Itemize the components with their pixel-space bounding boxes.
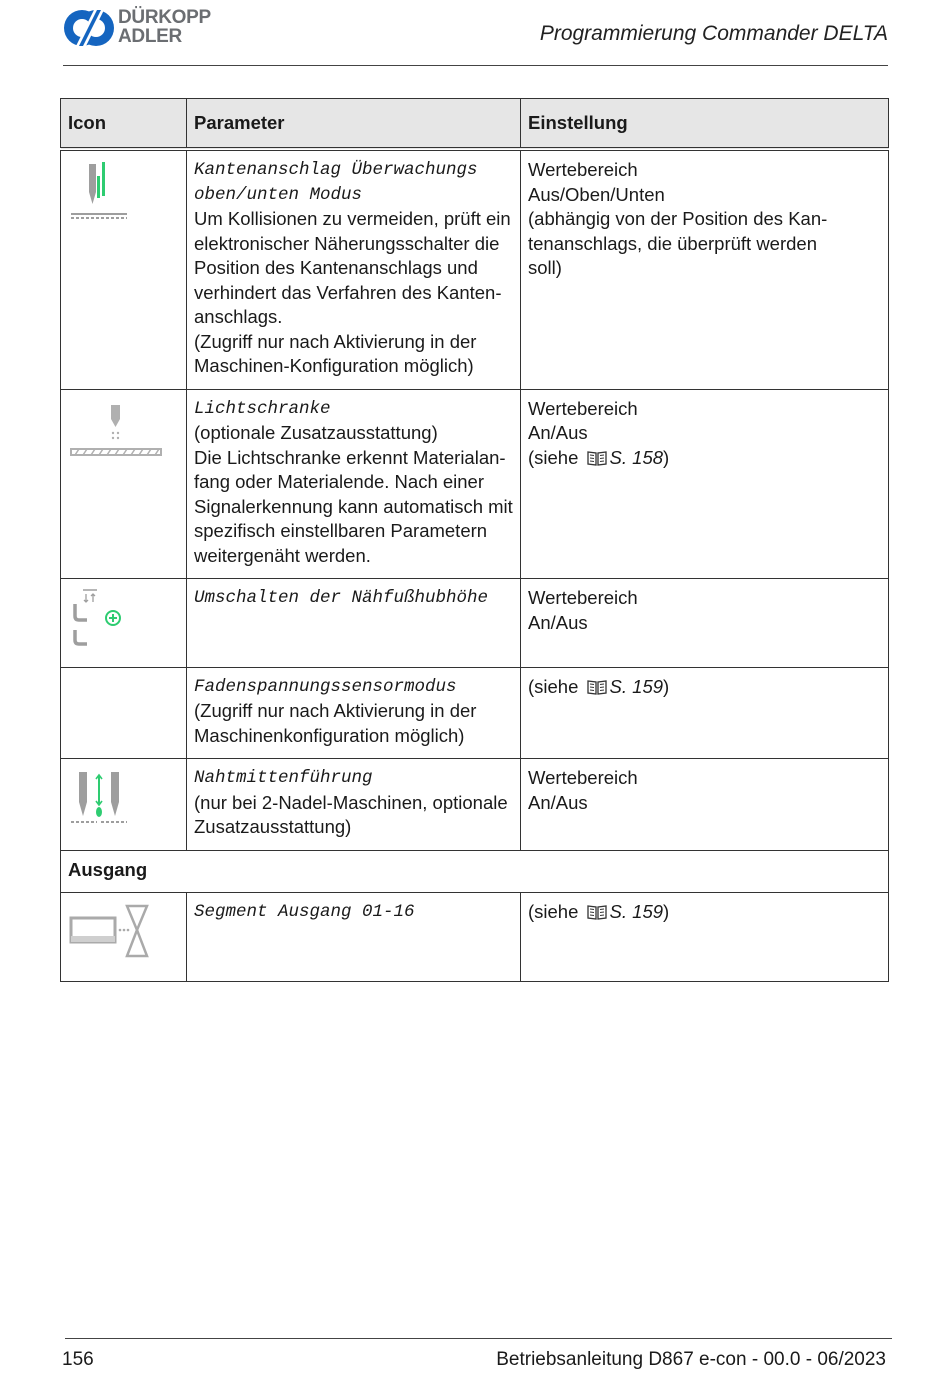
setting-line: An/Aus xyxy=(528,611,588,633)
brand-line-2: ADLER xyxy=(118,26,182,47)
description-line: Maschinen-Konfiguration möglich) xyxy=(194,355,474,376)
footer-divider xyxy=(65,1338,892,1339)
parameter-cell xyxy=(187,893,521,982)
setting-line: An/Aus xyxy=(528,422,588,443)
book-icon xyxy=(587,904,607,920)
parameter-name-line: Umschalten der Nähfußhubhöhe xyxy=(194,588,489,608)
parameter-table xyxy=(60,98,889,982)
table-row xyxy=(61,759,889,851)
setting-line: tenanschlags, die überprüft werden xyxy=(528,232,817,254)
description-line: Maschinenkonfiguration möglich) xyxy=(194,724,465,746)
setting-cell xyxy=(521,389,889,579)
page-reference-suffix: ) xyxy=(663,675,670,697)
page-reference-prefix: (siehe xyxy=(528,901,579,922)
description-line: elektronischer Näherungsschalter die xyxy=(194,232,500,254)
setting-cell xyxy=(521,893,889,982)
section-label: Ausgang xyxy=(61,850,889,893)
setting-line: An/Aus xyxy=(528,791,588,813)
description-line: Die Lichtschranke erkennt Materialan- xyxy=(194,446,506,468)
page-reference-number: S. 159 xyxy=(609,675,664,697)
column-header-setting: Einstellung xyxy=(521,99,889,150)
section-row xyxy=(61,850,889,893)
setting-line: Aus/Oben/Unten xyxy=(528,183,665,205)
setting-line: Wertebereich xyxy=(528,767,638,788)
page-header-title: Programmierung Commander DELTA xyxy=(539,22,888,45)
parameter-cell xyxy=(187,389,521,579)
table-row xyxy=(61,667,889,759)
parameter-cell xyxy=(187,759,521,851)
column-header-parameter: Parameter xyxy=(187,99,521,150)
parameter-name-line: Segment Ausgang 01-16 xyxy=(194,902,415,922)
description-line: (optionale Zusatzausstattung) xyxy=(194,422,438,443)
parameter-cell xyxy=(187,579,521,668)
icon-cell xyxy=(61,149,187,389)
icon-cell xyxy=(61,893,187,982)
brand-line-1: DÜRKOPP xyxy=(118,7,211,28)
description-line: (nur bei 2-Nadel-Maschinen, optionale xyxy=(194,791,508,813)
page-reference[interactable] xyxy=(528,446,881,471)
table-row xyxy=(61,149,889,389)
setting-cell xyxy=(521,149,889,389)
parameter-name-line: Kantenanschlag Überwachungs xyxy=(194,160,478,180)
description-line: fang oder Materialende. Nach einer xyxy=(194,471,485,492)
icon-cell xyxy=(61,667,187,759)
header-divider xyxy=(63,65,888,66)
book-icon xyxy=(587,450,607,466)
column-header-icon: Icon xyxy=(61,99,187,150)
setting-cell xyxy=(521,759,889,851)
table-header-row xyxy=(61,99,889,150)
table-row xyxy=(61,579,889,668)
icon-cell xyxy=(61,389,187,579)
parameter-name-line: oben/unten Modus xyxy=(194,184,363,205)
page-reference-number: S. 158 xyxy=(609,446,664,468)
icon-cell xyxy=(61,579,187,668)
parameter-name-line: Nahtmittenführung xyxy=(194,768,373,788)
brand-logo xyxy=(62,8,232,50)
page-reference-number: S. 159 xyxy=(609,901,664,922)
description-line: (Zugriff nur nach Aktivierung in der xyxy=(194,700,477,721)
description-line: verhindert das Verfahren des Kanten- xyxy=(194,281,502,303)
description-line: anschlags. xyxy=(194,306,283,327)
page-reference[interactable] xyxy=(528,900,881,925)
icon-cell xyxy=(61,759,187,851)
document-reference: Betriebsanleitung D867 e-con - 00.0 - 06/2023 xyxy=(496,1349,886,1370)
output-segment-icon xyxy=(69,900,153,964)
description-line: (Zugriff nur nach Aktivierung in der xyxy=(194,330,477,352)
edge-stop-monitoring-icon xyxy=(69,158,133,222)
setting-cell xyxy=(521,667,889,759)
page-reference-suffix: ) xyxy=(663,446,670,468)
setting-line: soll) xyxy=(528,257,562,278)
setting-line: (abhängig von der Position des Kan- xyxy=(528,208,828,229)
description-line: Zusatzausstattung) xyxy=(194,816,352,837)
page-reference-suffix: ) xyxy=(663,901,670,922)
brand-name xyxy=(118,8,211,46)
presser-foot-stroke-toggle-icon xyxy=(69,586,129,650)
light-barrier-icon xyxy=(69,397,165,461)
parameter-cell xyxy=(187,149,521,389)
description-line: Position des Kantenanschlags und xyxy=(194,257,478,278)
description-line: weitergenäht werden. xyxy=(194,544,371,566)
page-number: 156 xyxy=(62,1349,94,1370)
seam-center-guide-icon xyxy=(69,766,133,830)
table-row xyxy=(61,893,889,982)
book-icon xyxy=(587,679,607,695)
parameter-cell xyxy=(187,667,521,759)
page-reference-prefix: (siehe xyxy=(528,446,579,468)
parameter-name-line: Fadenspannungssensormodus xyxy=(194,676,457,697)
description-line: Um Kollisionen zu vermeiden, prüft ein xyxy=(194,208,511,229)
parameter-name-line: Lichtschranke xyxy=(194,398,331,419)
page-reference[interactable] xyxy=(528,675,881,700)
description-line: Signalerkennung kann automatisch mit xyxy=(194,495,513,517)
setting-line: Wertebereich xyxy=(528,397,638,419)
page-reference-prefix: (siehe xyxy=(528,675,579,697)
setting-cell xyxy=(521,579,889,668)
table-row xyxy=(61,389,889,579)
setting-line: Wertebereich xyxy=(528,587,638,608)
setting-line: Wertebereich xyxy=(528,159,638,180)
brand-logo-icon xyxy=(62,8,116,48)
description-line: spezifisch einstellbaren Parametern xyxy=(194,520,488,541)
